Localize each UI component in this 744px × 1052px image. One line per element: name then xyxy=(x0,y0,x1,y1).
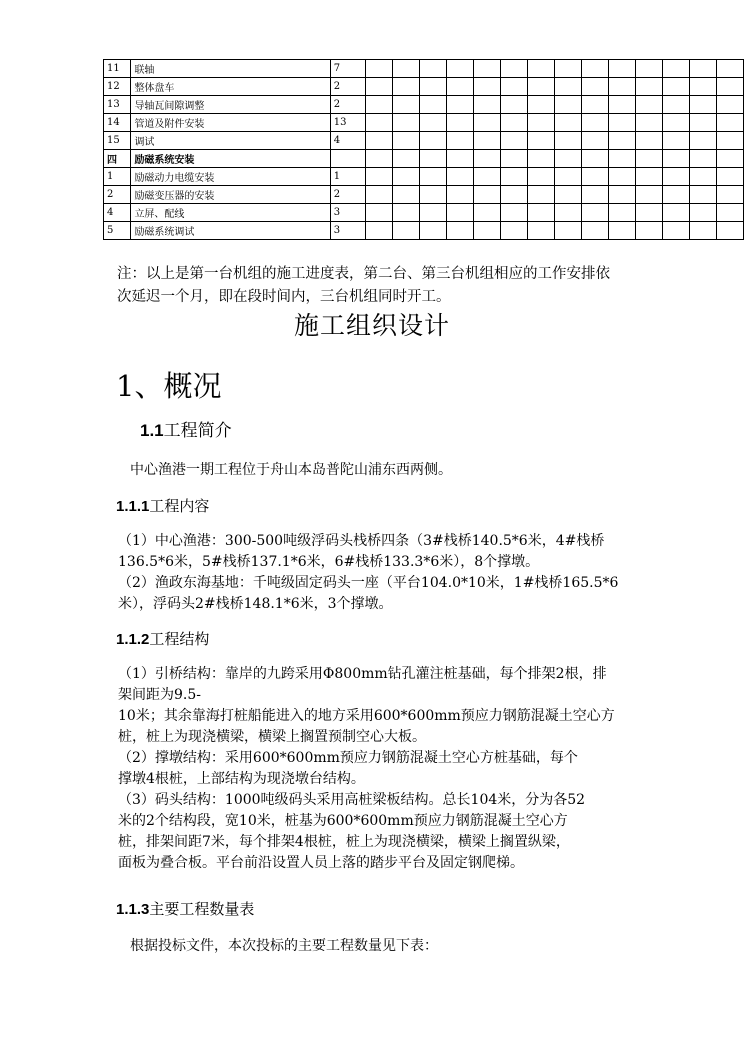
schedule-grid-cell xyxy=(420,186,447,204)
schedule-grid-cell xyxy=(582,60,609,78)
task-name-cell: 管道及附件安装 xyxy=(131,114,330,132)
schedule-grid-cell xyxy=(689,60,716,78)
schedule-grid-cell xyxy=(582,114,609,132)
duration-cell: 2 xyxy=(330,186,366,204)
schedule-grid-cell xyxy=(528,150,555,168)
schedule-grid-cell xyxy=(636,132,663,150)
schedule-grid-cell xyxy=(447,204,474,222)
row-number-cell: 4 xyxy=(104,204,131,222)
schedule-grid-cell xyxy=(662,222,689,240)
schedule-grid-cell xyxy=(636,114,663,132)
paragraph-line: 桩，排架间距7米，每个排架4根桩，桩上为现浇横梁，横梁上搁置纵梁， xyxy=(118,834,570,850)
schedule-grid-cell xyxy=(636,150,663,168)
schedule-grid-cell xyxy=(662,132,689,150)
schedule-grid-cell xyxy=(420,96,447,114)
paragraph-line: 架间距为9.5- xyxy=(118,687,201,703)
schedule-grid-cell xyxy=(582,150,609,168)
schedule-grid-cell xyxy=(582,186,609,204)
schedule-grid-cell xyxy=(366,186,393,204)
document-title: 施工组织设计 xyxy=(293,311,450,340)
paragraph-line: 136.5*6米，5#栈桥137.1*6米，6#栈桥133.3*6米），8个撑墩。 xyxy=(118,554,540,570)
subsection-number: 1.1.3 xyxy=(116,901,150,918)
schedule-grid-cell xyxy=(366,222,393,240)
schedule-grid-cell xyxy=(501,222,528,240)
task-name-cell: 立屏、配线 xyxy=(131,204,330,222)
schedule-grid-cell xyxy=(636,96,663,114)
schedule-grid-cell xyxy=(555,114,582,132)
schedule-grid-cell xyxy=(609,168,636,186)
duration-cell: 1 xyxy=(330,168,366,186)
schedule-grid-cell xyxy=(528,168,555,186)
schedule-grid-cell xyxy=(662,114,689,132)
schedule-grid-cell xyxy=(528,60,555,78)
schedule-grid-cell xyxy=(447,222,474,240)
table-row xyxy=(104,132,744,150)
schedule-grid-cell xyxy=(447,114,474,132)
table-row xyxy=(104,114,744,132)
table-row xyxy=(104,186,744,204)
schedule-grid-cell xyxy=(555,150,582,168)
subsection-number: 1.1.2 xyxy=(116,631,150,648)
schedule-grid-cell xyxy=(447,186,474,204)
schedule-grid-cell xyxy=(662,168,689,186)
schedule-grid-cell xyxy=(420,60,447,78)
duration-cell xyxy=(330,150,366,168)
paragraph-line: （1）中心渔港：300-500吨级浮码头栈桥四条（3#栈桥140.5*6米，4#栈桥 xyxy=(118,533,605,549)
schedule-grid-cell xyxy=(689,132,716,150)
task-name-cell: 励磁系统安装 xyxy=(131,150,330,168)
schedule-grid-cell xyxy=(474,204,501,222)
schedule-grid-cell xyxy=(528,204,555,222)
schedule-grid-cell xyxy=(662,96,689,114)
schedule-grid-cell xyxy=(689,222,716,240)
schedule-grid-cell xyxy=(528,78,555,96)
paragraph-line: （1）引桥结构：靠岸的九跨采用Φ800mm钻孔灌注桩基础，每个排架2根，排 xyxy=(118,666,607,682)
schedule-grid-cell xyxy=(582,96,609,114)
schedule-grid-cell xyxy=(582,132,609,150)
schedule-grid-cell xyxy=(366,114,393,132)
schedule-grid-cell xyxy=(501,114,528,132)
schedule-grid-cell xyxy=(501,168,528,186)
schedule-grid-cell xyxy=(528,186,555,204)
schedule-grid-cell xyxy=(447,168,474,186)
task-name-cell: 联轴 xyxy=(131,60,330,78)
schedule-grid-cell xyxy=(420,168,447,186)
schedule-grid-cell xyxy=(609,96,636,114)
schedule-grid-cell xyxy=(716,132,743,150)
schedule-grid-cell xyxy=(447,96,474,114)
schedule-grid-cell xyxy=(716,150,743,168)
schedule-grid-cell xyxy=(555,96,582,114)
schedule-grid-cell xyxy=(366,150,393,168)
schedule-grid-cell xyxy=(582,222,609,240)
subsection-heading-1-1 xyxy=(140,416,232,441)
paragraph-line: 面板为叠合板。平台前沿设置人员上落的踏步平台及固定钢爬梯。 xyxy=(118,855,524,871)
schedule-grid-cell xyxy=(393,168,420,186)
subsection-number: 1.1 xyxy=(140,421,164,440)
schedule-grid-cell xyxy=(447,150,474,168)
schedule-grid-cell xyxy=(689,78,716,96)
schedule-grid-cell xyxy=(662,78,689,96)
row-number-cell: 13 xyxy=(104,96,131,114)
schedule-grid-cell xyxy=(393,150,420,168)
schedule-grid-cell xyxy=(393,78,420,96)
subsection-number: 1.1.1 xyxy=(116,498,150,515)
schedule-grid-cell xyxy=(474,96,501,114)
schedule-grid-cell xyxy=(555,222,582,240)
schedule-grid-cell xyxy=(716,78,743,96)
schedule-grid-cell xyxy=(393,114,420,132)
task-name-cell: 调试 xyxy=(131,132,330,150)
schedule-grid-cell xyxy=(716,60,743,78)
schedule-grid-cell xyxy=(716,204,743,222)
row-number-cell: 四 xyxy=(104,150,131,168)
schedule-grid-cell xyxy=(555,168,582,186)
schedule-grid-cell xyxy=(716,222,743,240)
subsection-heading-1-1-2 xyxy=(116,628,209,649)
schedule-grid-cell xyxy=(582,168,609,186)
paragraph-line: 撑墩4根桩，上部结构为现浇墩台结构。 xyxy=(118,771,365,787)
schedule-grid-cell xyxy=(609,186,636,204)
schedule-grid-cell xyxy=(555,78,582,96)
subsection-heading-1-1-1 xyxy=(116,495,209,516)
duration-cell: 7 xyxy=(330,60,366,78)
schedule-grid-cell xyxy=(393,60,420,78)
task-name-cell: 励磁变压器的安装 xyxy=(131,186,330,204)
schedule-grid-cell xyxy=(501,132,528,150)
row-number-cell: 1 xyxy=(104,168,131,186)
duration-cell: 2 xyxy=(330,96,366,114)
schedule-grid-cell xyxy=(447,78,474,96)
table-row xyxy=(104,96,744,114)
schedule-grid-cell xyxy=(662,204,689,222)
schedule-grid-cell xyxy=(474,150,501,168)
schedule-grid-cell xyxy=(662,60,689,78)
schedule-grid-cell xyxy=(609,78,636,96)
schedule-grid-cell xyxy=(636,78,663,96)
paragraph-line: 桩，桩上为现浇横梁，横梁上搁置预制空心大板。 xyxy=(118,729,426,745)
intro-paragraph: 中心渔港一期工程位于舟山本岛普陀山浦东西两侧。 xyxy=(130,462,452,478)
paragraph-line: （2）撑墩结构：采用600*600mm预应力钢筋混凝土空心方桩基础，每个 xyxy=(118,750,578,766)
schedule-grid-cell xyxy=(689,204,716,222)
schedule-table xyxy=(103,59,744,240)
schedule-grid-cell xyxy=(474,186,501,204)
subsection-heading-1-1-3 xyxy=(116,898,254,919)
schedule-grid-cell xyxy=(689,114,716,132)
schedule-grid-cell xyxy=(501,78,528,96)
schedule-grid-cell xyxy=(528,132,555,150)
schedule-grid-cell xyxy=(582,204,609,222)
schedule-grid-cell xyxy=(689,186,716,204)
schedule-grid-cell xyxy=(501,60,528,78)
duration-cell: 2 xyxy=(330,78,366,96)
schedule-grid-cell xyxy=(609,132,636,150)
schedule-grid-cell xyxy=(366,132,393,150)
schedule-grid-cell xyxy=(609,60,636,78)
schedule-grid-cell xyxy=(636,186,663,204)
duration-cell: 3 xyxy=(330,222,366,240)
row-number-cell: 15 xyxy=(104,132,131,150)
section-heading: 1、概况 xyxy=(116,369,222,403)
subsection-title: 工程结构 xyxy=(149,630,210,648)
schedule-grid-cell xyxy=(420,132,447,150)
schedule-grid-cell xyxy=(555,132,582,150)
subsection-title: 工程简介 xyxy=(163,421,232,441)
table-row xyxy=(104,222,744,240)
task-name-cell: 整体盘车 xyxy=(131,78,330,96)
schedule-grid-cell xyxy=(716,96,743,114)
task-name-cell: 励磁动力电缆安装 xyxy=(131,168,330,186)
schedule-grid-cell xyxy=(662,150,689,168)
schedule-grid-cell xyxy=(447,60,474,78)
schedule-grid-cell xyxy=(393,96,420,114)
duration-cell: 13 xyxy=(330,114,366,132)
schedule-grid-cell xyxy=(501,186,528,204)
schedule-grid-cell xyxy=(636,204,663,222)
task-name-cell: 励磁系统调试 xyxy=(131,222,330,240)
schedule-grid-cell xyxy=(501,204,528,222)
schedule-grid-cell xyxy=(366,60,393,78)
schedule-grid-cell xyxy=(366,96,393,114)
table-row xyxy=(104,150,744,168)
schedule-grid-cell xyxy=(474,132,501,150)
schedule-grid-cell xyxy=(420,114,447,132)
note-line-1: 注：以上是第一台机组的施工进度表，第二台、第三台机组相应的工作安排依 xyxy=(117,266,610,282)
schedule-grid-cell xyxy=(528,96,555,114)
schedule-grid-cell xyxy=(393,204,420,222)
schedule-grid-cell xyxy=(689,96,716,114)
schedule-grid-cell xyxy=(609,114,636,132)
schedule-grid-cell xyxy=(609,150,636,168)
schedule-grid-cell xyxy=(528,114,555,132)
schedule-grid-cell xyxy=(393,132,420,150)
duration-cell: 4 xyxy=(330,132,366,150)
schedule-grid-cell xyxy=(636,60,663,78)
note-line-2: 次延迟一个月，即在段时间内，三台机组同时开工。 xyxy=(117,289,451,305)
schedule-grid-cell xyxy=(420,222,447,240)
schedule-grid-cell xyxy=(393,186,420,204)
schedule-grid-cell xyxy=(501,96,528,114)
paragraph-line: （3）码头结构：1000吨级码头采用高桩梁板结构。总长104米，分为各52 xyxy=(118,792,586,808)
schedule-grid-cell xyxy=(636,222,663,240)
table-row xyxy=(104,78,744,96)
schedule-grid-cell xyxy=(474,222,501,240)
schedule-grid-cell xyxy=(609,204,636,222)
row-number-cell: 2 xyxy=(104,186,131,204)
schedule-grid-cell xyxy=(420,150,447,168)
schedule-grid-cell xyxy=(366,204,393,222)
table-row xyxy=(104,168,744,186)
schedule-grid-cell xyxy=(636,168,663,186)
schedule-grid-cell xyxy=(474,60,501,78)
schedule-grid-cell xyxy=(393,222,420,240)
schedule-grid-cell xyxy=(366,168,393,186)
paragraph-line: 米的2个结构段，宽10米，桩基为600*600mm预应力钢筋混凝土空心方 xyxy=(118,813,568,829)
duration-cell: 3 xyxy=(330,204,366,222)
schedule-grid-cell xyxy=(555,60,582,78)
schedule-grid-cell xyxy=(689,150,716,168)
schedule-grid-cell xyxy=(474,114,501,132)
paragraph-line: 米），浮码头2#栈桥148.1*6米，3个撑墩。 xyxy=(118,596,393,612)
task-name-cell: 导轴瓦间隙调整 xyxy=(131,96,330,114)
schedule-grid-cell xyxy=(420,78,447,96)
paragraph-line: 10米；其余靠海打桩船能进入的地方采用600*600mm预应力钢筋混凝土空心方 xyxy=(118,708,615,724)
row-number-cell: 14 xyxy=(104,114,131,132)
table-row xyxy=(104,60,744,78)
schedule-grid-cell xyxy=(555,186,582,204)
paragraph-line: （2）渔政东海基地：千吨级固定码头一座（平台104.0*10米，1#栈桥165.5*6 xyxy=(118,575,619,591)
row-number-cell: 5 xyxy=(104,222,131,240)
schedule-grid-cell xyxy=(474,78,501,96)
schedule-grid-cell xyxy=(716,114,743,132)
closing-paragraph: 根据投标文件，本次投标的主要工程数量见下表： xyxy=(130,938,438,954)
schedule-grid-cell xyxy=(555,204,582,222)
row-number-cell: 11 xyxy=(104,60,131,78)
schedule-grid-cell xyxy=(420,204,447,222)
table-row xyxy=(104,204,744,222)
schedule-grid-cell xyxy=(474,168,501,186)
row-number-cell: 12 xyxy=(104,78,131,96)
subsection-title: 工程内容 xyxy=(149,497,210,515)
subsection-title: 主要工程数量表 xyxy=(149,900,255,918)
schedule-grid-cell xyxy=(662,186,689,204)
schedule-grid-cell xyxy=(501,150,528,168)
schedule-grid-cell xyxy=(716,168,743,186)
schedule-grid-cell xyxy=(716,186,743,204)
schedule-grid-cell xyxy=(366,78,393,96)
schedule-grid-cell xyxy=(528,222,555,240)
schedule-grid-cell xyxy=(447,132,474,150)
schedule-grid-cell xyxy=(689,168,716,186)
schedule-grid-cell xyxy=(609,222,636,240)
schedule-grid-cell xyxy=(582,78,609,96)
